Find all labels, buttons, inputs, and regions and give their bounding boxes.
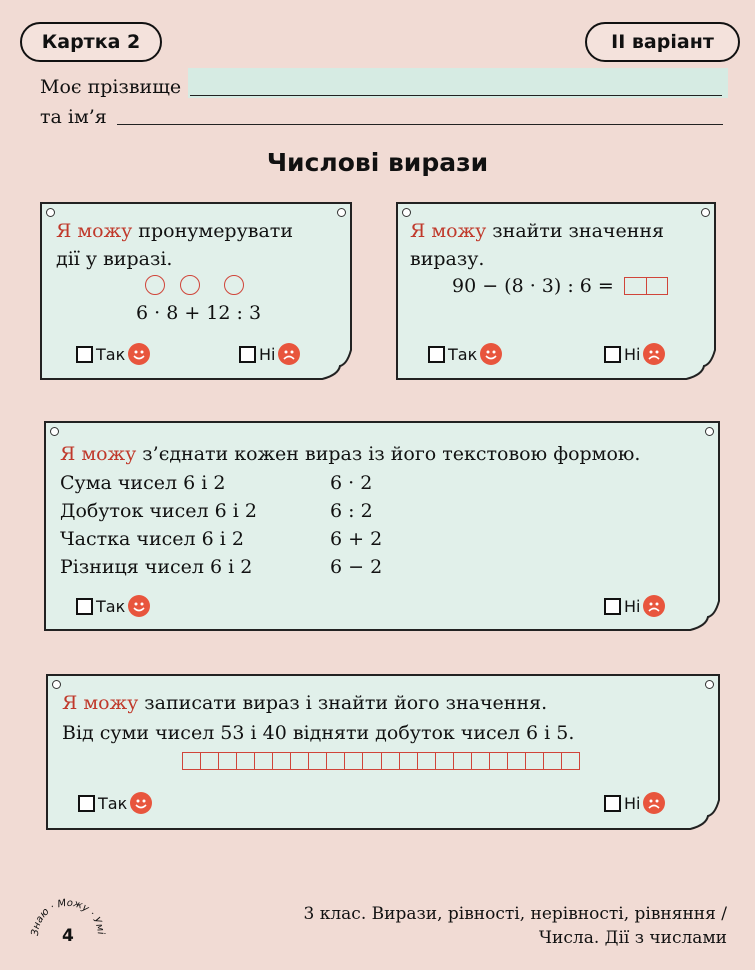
pin-icon [705, 680, 714, 689]
task4-problem: Від суми чисел 53 і 40 відняти добуток чисел 6 і 5. [62, 722, 575, 744]
expression-item[interactable]: 6 + 2 [330, 528, 383, 550]
pin-icon [50, 427, 59, 436]
no-label: Ні [624, 344, 641, 364]
task3-instruction [60, 443, 640, 465]
no-checkbox[interactable] [604, 346, 621, 363]
task1-text-line1 [56, 220, 293, 242]
yes-label: Так [96, 596, 126, 616]
sad-face-icon [278, 343, 300, 365]
page-curl-icon [686, 597, 720, 631]
happy-face-icon [480, 343, 502, 365]
pin-icon [52, 680, 61, 689]
happy-face-icon [128, 595, 150, 617]
lead-phrase: Я можу [62, 692, 139, 714]
phrase-item[interactable]: Різниця чисел 6 і 2 [60, 556, 253, 578]
yes-checkbox[interactable] [78, 795, 95, 812]
phrase-item[interactable]: Сума чисел 6 і 2 [60, 472, 226, 494]
yes-option[interactable] [428, 343, 502, 365]
name-field[interactable] [117, 123, 723, 125]
yes-option[interactable] [76, 343, 150, 365]
no-label: Ні [259, 344, 276, 364]
no-label: Ні [624, 596, 641, 616]
no-option[interactable] [604, 792, 665, 814]
page-title: Числові вирази [266, 148, 489, 177]
task-card-4 [46, 674, 720, 830]
variant-label: ІІ варіант [611, 31, 714, 53]
sad-face-icon [643, 595, 665, 617]
answer-boxes[interactable] [624, 277, 668, 295]
name-label: та ім’я [40, 106, 107, 128]
page-number: 4 [62, 926, 74, 946]
pin-icon [705, 427, 714, 436]
pin-icon [402, 208, 411, 217]
lead-phrase: Я можу [410, 220, 487, 242]
page-curl-icon [318, 346, 352, 380]
task1-text: пронумерувати [132, 220, 293, 242]
answer-circle[interactable] [180, 275, 200, 295]
no-checkbox[interactable] [604, 598, 621, 615]
no-label: Ні [624, 793, 641, 813]
lead-phrase: Я можу [60, 443, 137, 465]
task1-text-line2: дії у виразі. [56, 248, 173, 270]
task-card-3 [44, 421, 720, 631]
task-card-2 [396, 202, 716, 380]
answer-circle[interactable] [145, 275, 165, 295]
expression-item[interactable]: 6 − 2 [330, 556, 383, 578]
answer-circle[interactable] [224, 275, 244, 295]
task2-text-line1 [410, 220, 664, 242]
happy-face-icon [130, 792, 152, 814]
logo-text: Знаю · Можу · Умі [30, 897, 106, 937]
task2-expression: 90 − (8 · 3) : 6 = [452, 275, 614, 297]
yes-option[interactable] [76, 595, 150, 617]
yes-label: Так [98, 793, 128, 813]
task4-text: записати вираз і знайти його значення. [138, 692, 548, 714]
task2-text-line2: виразу. [410, 248, 485, 270]
no-checkbox[interactable] [604, 795, 621, 812]
sad-face-icon [643, 792, 665, 814]
surname-field[interactable] [190, 94, 722, 96]
task-card-1 [40, 202, 352, 380]
phrase-item[interactable]: Частка чисел 6 і 2 [60, 528, 244, 550]
yes-checkbox[interactable] [76, 598, 93, 615]
surname-label: Моє прізвище [40, 76, 182, 98]
task3-text: з’єднати кожен вираз із його текстовою формою. [136, 443, 641, 465]
variant-badge [585, 22, 740, 62]
pin-icon [701, 208, 710, 217]
no-option[interactable] [604, 343, 665, 365]
series-logo [30, 892, 120, 962]
phrase-item[interactable]: Добуток чисел 6 і 2 [60, 500, 257, 522]
footer-subject-line2: Числа. Дії з числами [538, 928, 727, 948]
page-curl-icon [682, 346, 716, 380]
yes-label: Так [448, 344, 478, 364]
lead-phrase: Я можу [56, 220, 133, 242]
task1-expression: 6 · 8 + 12 : 3 [136, 302, 262, 324]
card-number-label: Картка 2 [41, 31, 141, 53]
expression-item[interactable]: 6 · 2 [330, 472, 373, 494]
yes-label: Так [96, 344, 126, 364]
no-option[interactable] [239, 343, 300, 365]
footer-subject-line1: 3 клас. Вирази, рівності, нерівності, рівняння / [303, 904, 727, 924]
yes-checkbox[interactable] [428, 346, 445, 363]
pin-icon [46, 208, 55, 217]
expression-item[interactable]: 6 : 2 [330, 500, 373, 522]
pin-icon [337, 208, 346, 217]
answer-boxes[interactable] [182, 752, 580, 770]
happy-face-icon [128, 343, 150, 365]
no-option[interactable] [604, 595, 665, 617]
task2-text: знайти значення [486, 220, 665, 242]
yes-option[interactable] [78, 792, 152, 814]
logo-arc-icon [30, 892, 120, 962]
card-number-badge [20, 22, 162, 62]
yes-checkbox[interactable] [76, 346, 93, 363]
sad-face-icon [643, 343, 665, 365]
page-curl-icon [686, 796, 720, 830]
task4-instruction [62, 692, 547, 714]
no-checkbox[interactable] [239, 346, 256, 363]
